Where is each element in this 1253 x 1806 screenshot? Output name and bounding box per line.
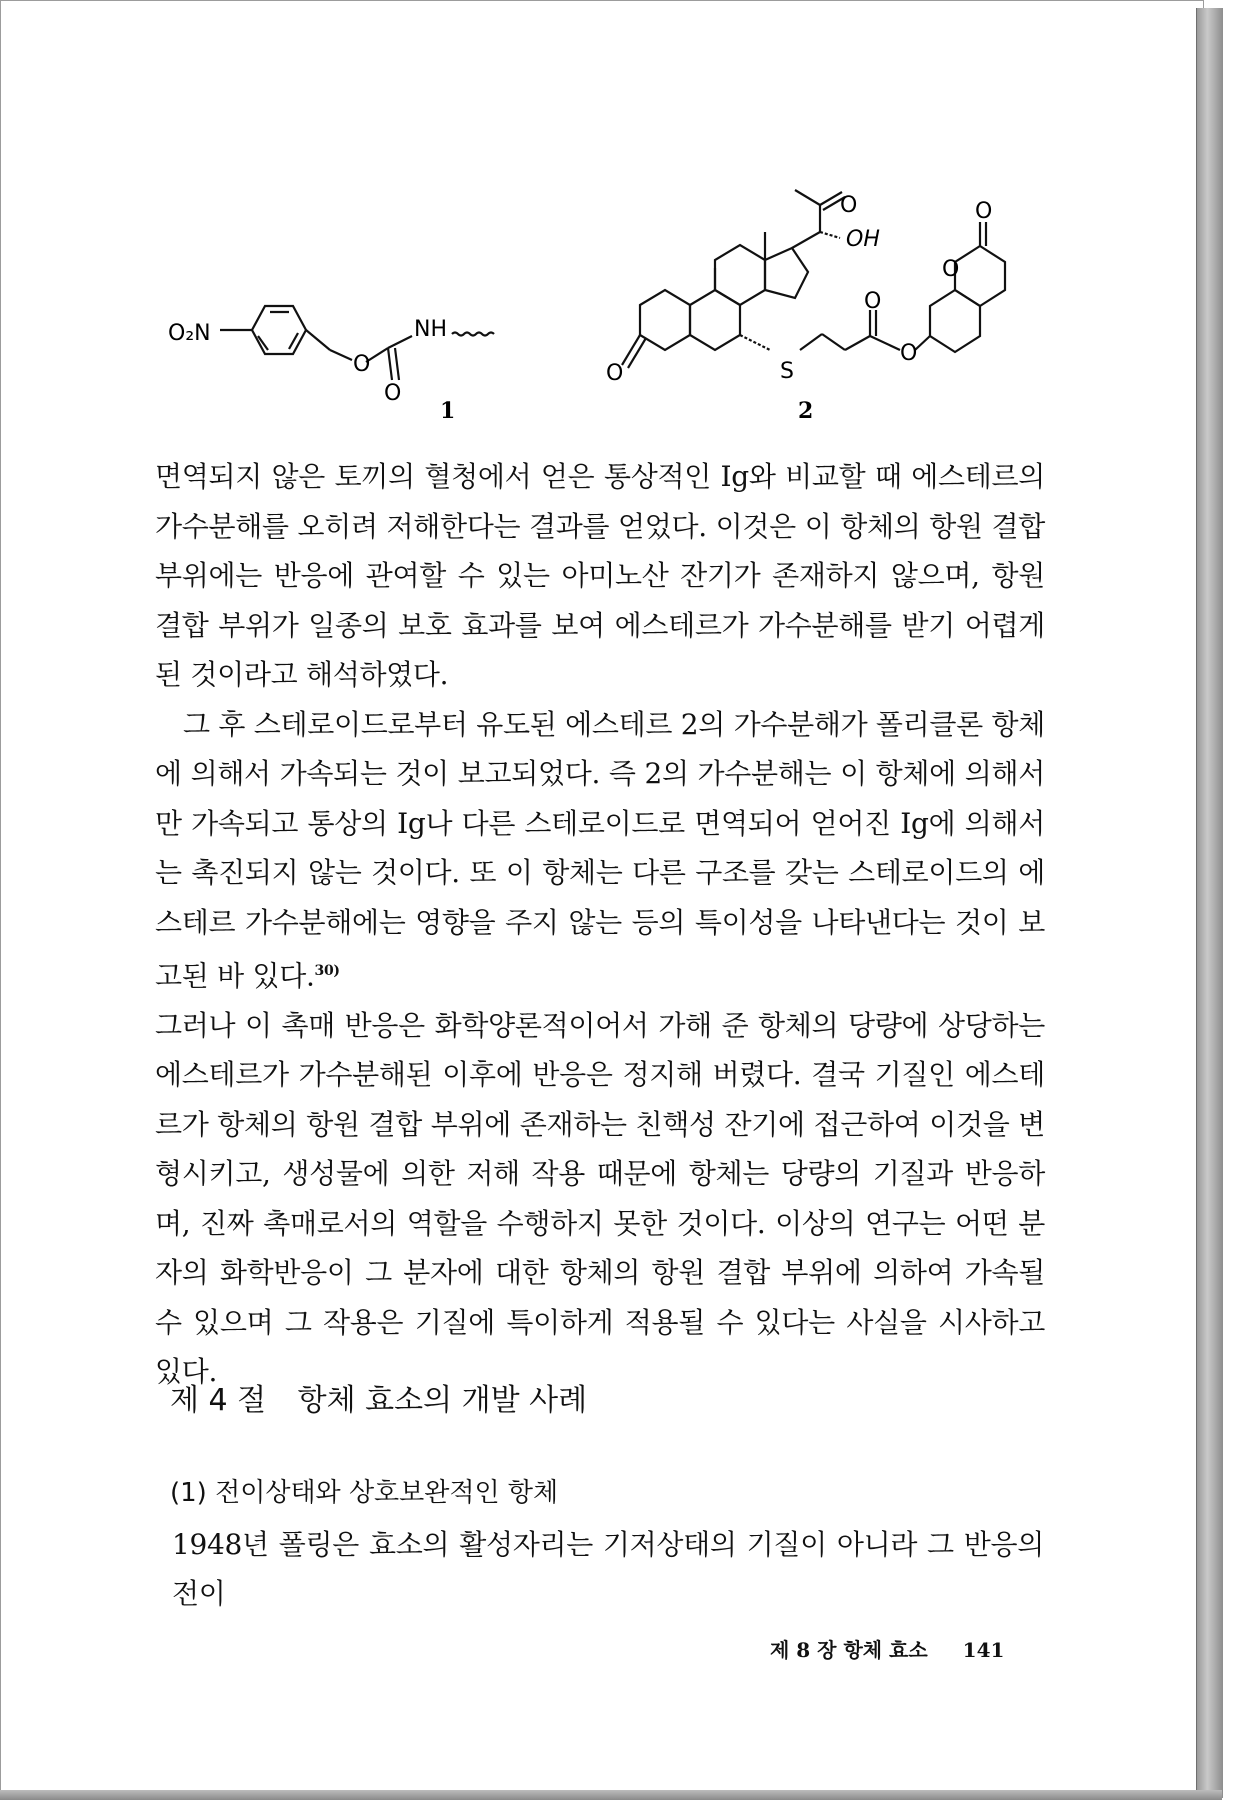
page-stack-bottom: [0, 1790, 1222, 1800]
paragraph-2: 그 후 스테로이드로부터 유도된 에스테르 2의 가수분해가 폴리클론 항체에 의해서 가속되는 것이 보고되었다. 즉 2의 가수분해는 이 항체에 의해서만 가속되고 통상의 Ig나 다른 스테로이드로 면역되어 얻어진 Ig에 의해서는 촉진되지 않는 것이다. 또 이 항체는 다른 구조를 갖는 스테로이드의 에스테르 가수분해에는 영향을 주지 않는 등의 특이성을 나타낸다는 것이 보고된 바 있다.$^{30)}$: [155, 707, 1046, 993]
ketone-oxygen-label: O: [840, 193, 858, 218]
nitro-label: O₂N: [168, 321, 211, 346]
chapter-title: 제 8 장 항체 효소: [770, 1638, 928, 1662]
body-text: [155, 452, 1045, 1397]
paragraph-4-start: 1948년 폴링은 효소의 활성자리는 기저상태의 기질이 아니라 그 반응의 전이: [172, 1528, 1044, 1610]
page-number: 141: [962, 1638, 1005, 1662]
running-footer: [770, 1634, 1004, 1663]
hydroxyl-label: OH: [846, 227, 880, 252]
coumarin-carbonyl-oxygen: O: [975, 199, 993, 224]
paragraph-3: 그러나 이 촉매 반응은 화학양론적이어서 가해 준 항체의 당량에 상당하는 에스테르가 가수분해된 이후에 반응은 정지해 버렸다. 결국 기질인 에스테르가 항체의 항원 결합 부위에 존재하는 친핵성 잔기에 접근하여 이것을 변형시키고, 생성물에 의한 저해 작용 때문에 항체는 당량의 기질과 반응하며, 진짜 촉매로서의 역할을 수행하지 못한 것이다. 이상의 연구는 어떤 분자의 화학반응이 그 분자에 대한 항체의 항원 결합 부위에 의하여 가속될 수 있으며 그 작용은 기질에 특이하게 적용될 수 있다는 사실을 시사하고 있다.: [155, 1008, 1045, 1389]
compound-1-label: 1: [440, 398, 456, 424]
compound-2-label: 2: [798, 398, 814, 424]
section-title: 항체 효소의 개발 사례: [297, 1383, 588, 1418]
ester-oxygen-label-2: O: [900, 341, 918, 366]
steroid-ketone-label: O: [606, 361, 624, 386]
amine-label: NH: [414, 317, 447, 342]
carbonyl-oxygen-label: O: [384, 381, 402, 406]
section-number: 제 4 절: [170, 1383, 267, 1418]
footnote-ref: 30): [314, 963, 340, 979]
ester-oxygen-label: O: [353, 352, 371, 377]
subsection-heading: (1) 전이상태와 상호보완적인 항체: [170, 1478, 559, 1508]
sulfur-label: S: [780, 359, 794, 384]
paragraph-1: 면역되지 않은 토끼의 혈청에서 얻은 통상적인 Ig와 비교할 때 에스테르의 가수분해를 오히려 저해한다는 결과를 얻었다. 이것은 이 항체의 항원 결합 부위에는 반응에 관여할 수 있는 아미노산 잔기가 존재하지 않으며, 항원 결합 부위가 일종의 보호 효과를 보여 에스테르가 가수분해를 받기 어렵게 된 것이라고 해석하였다.: [155, 460, 1045, 691]
page-stack-edge: [1196, 8, 1223, 1798]
section-heading: [170, 1375, 587, 1419]
chemical-structures-figure: [0, 0, 1253, 440]
coumarin-ring-oxygen: O: [942, 257, 960, 282]
ester-carbonyl-label: O: [864, 289, 882, 314]
